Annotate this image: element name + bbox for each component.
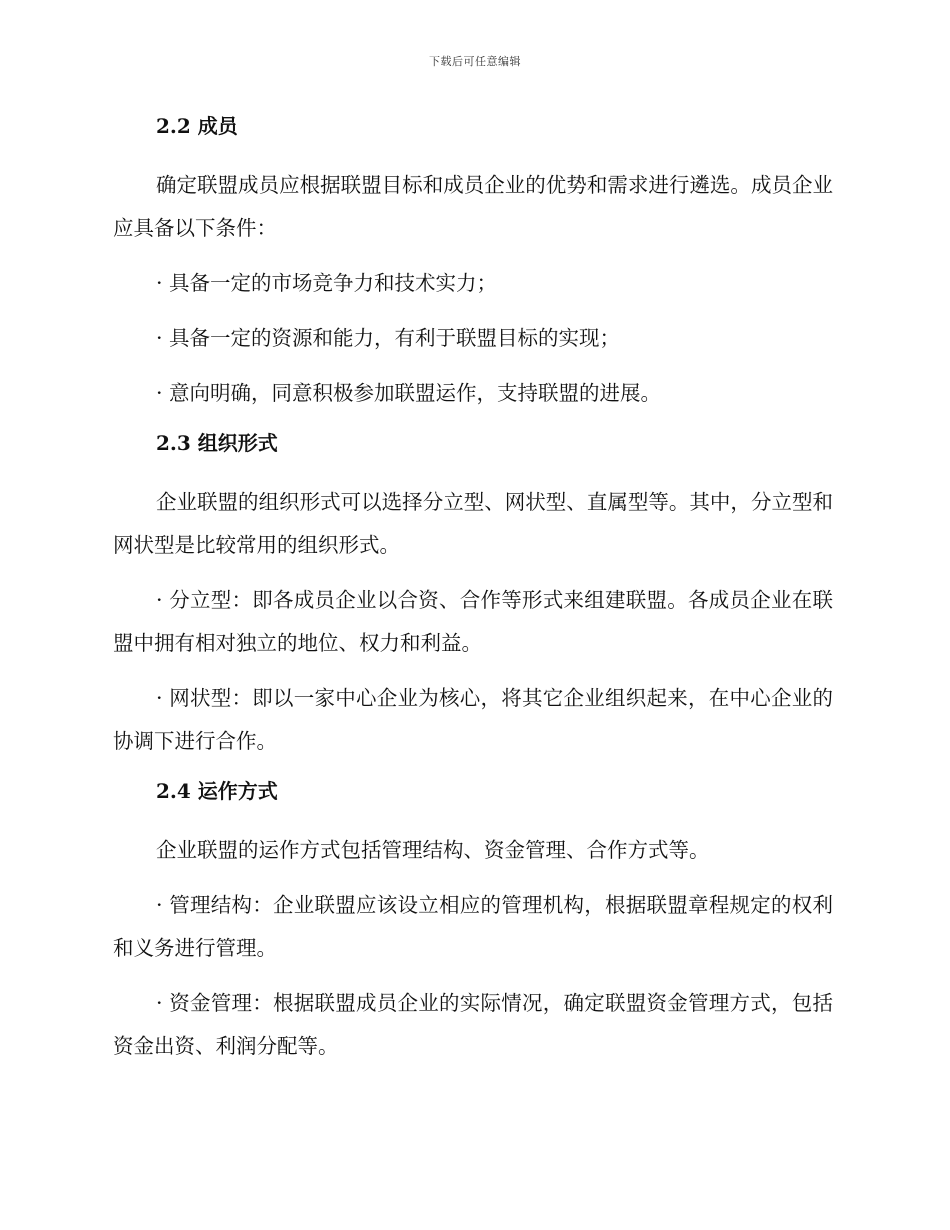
bullet-item: · 资金管理：根据联盟成员企业的实际情况，确定联盟资金管理方式，包括资金出资、利润分配等。 (113, 991, 833, 1058)
header-note: 下载后可任意编辑 (429, 55, 521, 68)
bullet-item: · 管理结构：企业联盟应该设立相应的管理机构，根据联盟章程规定的权利和义务进行管理。 (113, 893, 833, 960)
section-heading-2-3: 2.3 组织形式 (156, 431, 278, 455)
document-body (113, 110, 833, 1068)
paragraph: 企业联盟的运作方式包括管理结构、资金管理、合作方式等。 (156, 838, 710, 862)
bullet-item: · 网状型：即以一家中心企业为核心，将其它企业组织起来，在中心企业的协调下进行合作。 (113, 686, 833, 753)
bullet-item: · 具备一定的市场竞争力和技术实力； (156, 271, 498, 295)
bullet-item: · 具备一定的资源和能力，有利于联盟目标的实现； (156, 326, 621, 350)
section-heading-2-2: 2.2 成员 (156, 114, 238, 138)
bullet-item: · 分立型：即各成员企业以合资、合作等形式来组建联盟。各成员企业在联盟中拥有相对独立的地位、权力和利益。 (113, 588, 833, 655)
paragraph: 企业联盟的组织形式可以选择分立型、网状型、直属型等。其中，分立型和网状型是比较常用的组织形式。 (113, 490, 833, 557)
section-heading-2-4: 2.4 运作方式 (156, 779, 278, 803)
paragraph: 确定联盟成员应根据联盟目标和成员企业的优势和需求进行遴选。成员企业应具备以下条件： (113, 173, 833, 240)
bullet-item: · 意向明确，同意积极参加联盟运作，支持联盟的进展。 (156, 381, 662, 405)
